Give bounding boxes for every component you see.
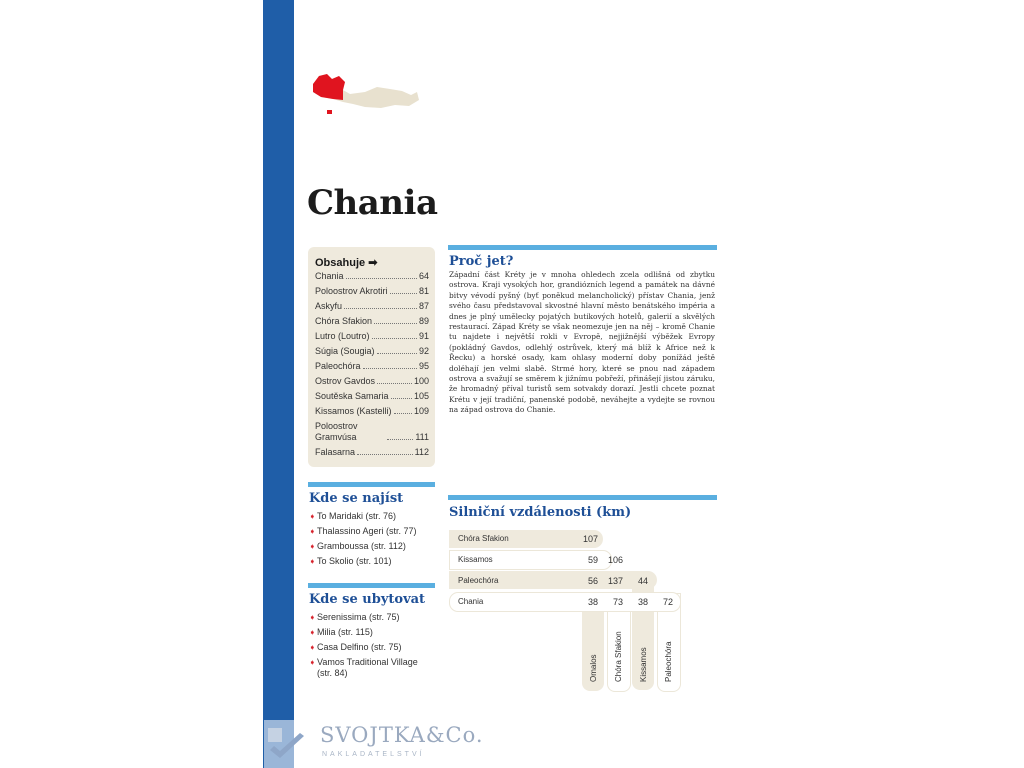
contents-list xyxy=(315,271,429,462)
contents-item-page: 100 xyxy=(413,376,429,386)
contents-item[interactable] xyxy=(315,361,429,372)
stay-item-text: Vamos Traditional Village (str. 84) xyxy=(317,657,418,678)
bullet-icon: ➧ xyxy=(309,557,316,566)
bullet-icon: ➧ xyxy=(309,542,316,551)
why-divider xyxy=(448,245,717,250)
row-label: Chóra Sfakion xyxy=(458,534,509,543)
contents-item-name: Poloostrov Akrotiri xyxy=(315,286,388,296)
contents-item-name: Poloostrov Gramvúsa xyxy=(315,421,358,442)
distance-cell: 59 xyxy=(587,555,598,565)
list-item[interactable] xyxy=(309,657,435,679)
stay-item-text: Serenissima (str. 75) xyxy=(317,612,400,622)
distance-cell: 107 xyxy=(582,534,598,544)
contents-heading-label: Obsahuje xyxy=(315,257,366,269)
column-label: Chóra Sfakion xyxy=(614,631,623,682)
stay-item-text: Casa Delfino (str. 75) xyxy=(317,642,402,652)
contents-item[interactable] xyxy=(315,301,429,312)
distances-heading: Silniční vzdálenosti (km) xyxy=(449,505,632,520)
contents-item-page: 91 xyxy=(418,331,429,341)
why-paragraph: Západní část Kréty je v mnoha ohledech zcela odlišná od zbytku ostrova. Kraji vysokých hor, grandiózních legend a památek na dávné bitvy vévodí pyšný (byť poněkud melancholický) přístav Chania, jenž svého času představoval skvostné hlavní město benátského impéria a dnes je plný umělecky pojatých butikových hotelů, galerií a skvělých restaurací. Západ Kréty se však neomezuje jen na něj – kromě Chanie tu najdete i největší rokli v Evropě, nejjižnější výběžek Evropy (pokládný Gavdos, odlehlý ostrůvek, který má blíž k Africe než k Řecku) a horské osady, kam ohlasy moderní doby ponížád ještě doléhají jen velmi slabě. Strmé hory, které se pnou nad západem ostrova a svažují se směrem k jižnímu pobřeží, přinášejí jistou záruku, že hromadný příval turistů sem sotvakdy dorazí. Jestli chcete poznat Krétu v její tradiční, panenské podobě, neváhejte a vydejte se rovnou na západ ostrova do Chanie. xyxy=(449,270,715,415)
contents-item-page: 111 xyxy=(415,432,429,442)
row-label: Chania xyxy=(458,597,484,606)
publisher-watermark: SVOJTKA&Co. xyxy=(320,723,484,747)
row-label: Kissamos xyxy=(458,555,493,564)
contents-item-page: 81 xyxy=(418,286,429,296)
list-item[interactable] xyxy=(309,556,435,567)
eat-list xyxy=(309,511,435,571)
list-item[interactable] xyxy=(309,526,435,537)
row-label: Paleochóra xyxy=(458,576,499,585)
stay-divider xyxy=(308,583,435,588)
eat-heading: Kde se najíst xyxy=(309,491,404,506)
stay-heading: Kde se ubytovat xyxy=(309,592,426,607)
eat-item-text: Gramboussa (str. 112) xyxy=(317,541,406,551)
contents-item[interactable] xyxy=(315,316,429,327)
contents-item-page: 87 xyxy=(418,301,429,311)
distance-cell: 137 xyxy=(607,576,623,586)
list-item[interactable] xyxy=(309,642,435,653)
distance-cell: 38 xyxy=(637,597,648,607)
contents-item-name: Paleochóra xyxy=(315,361,361,371)
contents-item-page: 92 xyxy=(418,346,429,356)
distance-cell: 72 xyxy=(662,597,673,607)
contents-item-page: 112 xyxy=(414,447,429,457)
contents-item[interactable] xyxy=(315,346,429,357)
column-label: Kissamos xyxy=(639,647,648,682)
contents-item-name: Ostrov Gavdos xyxy=(315,376,376,386)
contents-item-name: Súgia (Sougia) xyxy=(315,346,375,356)
eat-divider xyxy=(308,482,435,487)
bullet-icon: ➧ xyxy=(309,512,316,521)
contents-item[interactable] xyxy=(315,376,429,387)
distance-cell: 106 xyxy=(607,555,623,565)
contents-item[interactable] xyxy=(315,406,429,417)
contents-item[interactable] xyxy=(315,421,429,443)
crete-locator-map xyxy=(305,62,430,122)
contents-item[interactable] xyxy=(315,447,429,458)
eat-item-text: To Maridaki (str. 76) xyxy=(317,511,397,521)
bullet-icon: ➧ xyxy=(309,643,316,652)
bullet-icon: ➧ xyxy=(309,527,316,536)
contents-item-name: Lutro (Loutro) xyxy=(315,331,370,341)
contents-item-page: 64 xyxy=(418,271,429,281)
eat-item-text: To Skolio (str. 101) xyxy=(317,556,392,566)
list-item[interactable] xyxy=(309,627,435,638)
bullet-icon: ➧ xyxy=(309,658,316,667)
contents-item-name: Kissamos (Kastelli) xyxy=(315,406,392,416)
contents-item-name: Soutěska Samaria xyxy=(315,391,389,401)
page-title: Chania xyxy=(307,183,438,223)
contents-item[interactable] xyxy=(315,286,429,297)
contents-item-name: Askyfu xyxy=(315,301,343,311)
distances-divider xyxy=(448,495,717,500)
distance-cell: 44 xyxy=(637,576,648,586)
contents-item-page: 89 xyxy=(418,316,429,326)
distance-cell: 56 xyxy=(587,576,598,586)
stay-item-text: Milia (str. 115) xyxy=(317,627,373,637)
bullet-icon: ➧ xyxy=(309,628,316,637)
distance-cell: 73 xyxy=(612,597,623,607)
side-color-bar xyxy=(263,0,294,768)
contents-item-name: Chania xyxy=(315,271,344,281)
distance-table xyxy=(449,527,719,692)
contents-item[interactable] xyxy=(315,331,429,342)
list-item[interactable] xyxy=(309,541,435,552)
arrow-right-icon: ➡ xyxy=(368,257,378,269)
contents-item-page: 109 xyxy=(413,406,429,416)
distance-cell: 38 xyxy=(587,597,598,607)
stay-list xyxy=(309,612,435,683)
bullet-icon: ➧ xyxy=(309,613,316,622)
contents-item-name: Chóra Sfakion xyxy=(315,316,373,326)
eat-item-text: Thalassino Ageri (str. 77) xyxy=(317,526,417,536)
column-label: Paleochóra xyxy=(664,641,673,682)
column-label: Omalos xyxy=(589,654,598,682)
list-item[interactable] xyxy=(309,612,435,623)
publisher-watermark-sub: NAKLADATELSTVÍ xyxy=(322,751,425,758)
contents-item-name: Falasarna xyxy=(315,447,356,457)
contents-item[interactable] xyxy=(315,271,429,282)
contents-item-page: 105 xyxy=(413,391,429,401)
why-heading: Proč jet? xyxy=(449,254,514,269)
contents-item[interactable] xyxy=(315,391,429,402)
list-item[interactable] xyxy=(309,511,435,522)
contents-heading xyxy=(315,256,377,269)
contents-item-page: 95 xyxy=(418,361,429,371)
contents-box xyxy=(308,247,435,467)
